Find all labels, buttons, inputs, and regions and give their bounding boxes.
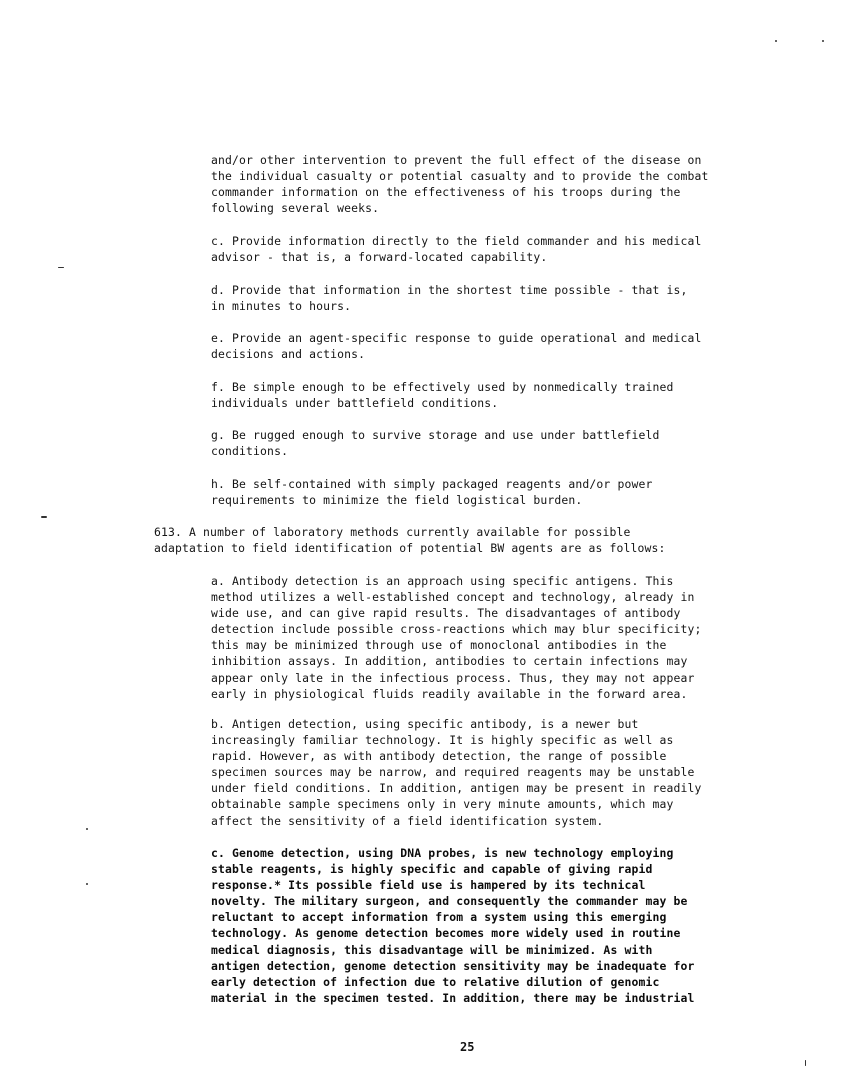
list-item-e: e. Provide an agent-specific response to guide operational and medical decisions and actions. (211, 331, 702, 362)
scan-speck (41, 516, 47, 518)
method-a-antibody-detection: a. Antibody detection is an approach using specific antigens. This method utilizes a well-established concept and technology, already in wide use, and can give rapid results. The disadvantages of antibody detection include possible cross-reactions which may blur specificity; this may be minimized through use of monoclonal antibodies in the inhibition assays. In addition, antibodies to certain infections may appear only late in the infectious process. Thus, they may not appear early in physiological fluids readily available in the forward area. (211, 574, 702, 701)
scan-speck (775, 40, 777, 42)
list-item-h: h. Be self-contained with simply packaged reagents and/or power requirements to minimize the field logistical burden. (211, 477, 653, 508)
section-613: 613. A number of laboratory methods currently available for possible adaptation to field identification of potential BW agents are as follows: (154, 525, 666, 556)
page-number: 25 (460, 1040, 475, 1054)
scan-speck (822, 40, 824, 42)
scan-speck (86, 883, 88, 885)
scan-speck (86, 828, 88, 830)
list-item-d: d. Provide that information in the shortest time possible - that is, in minutes to hours. (211, 283, 688, 314)
method-c-genome-detection: c. Genome detection, using DNA probes, is new technology employing stable reagents, is highly specific and capable of giving rapid response.* Its possible field use is hampered by its technical novelty. The military surgeon, and consequently the commander may be reluctant to accept information from a system using this emerging technology. As genome detection becomes more widely used in routine medical diagnosis, this disadvantage will be minimized. As with antigen detection, genome detection sensitivity may be inadequate for early detection of infection due to relative dilution of genomic material in the specimen tested. In addition, there may be industrial (211, 846, 695, 1005)
paragraph-continuation: and/or other intervention to prevent the full effect of the disease on the individual casualty or potential casualty and to provide the combat commander information on the effectiveness of his troops during the following several weeks. (211, 153, 709, 216)
list-item-g: g. Be rugged enough to survive storage and use under battlefield conditions. (211, 428, 660, 459)
list-item-f: f. Be simple enough to be effectively used by nonmedically trained individuals under battlefield conditions. (211, 380, 674, 411)
list-item-c: c. Provide information directly to the field commander and his medical advisor - that is, a forward-located capability. (211, 234, 702, 265)
scan-speck (805, 1060, 806, 1066)
scan-speck (58, 267, 64, 268)
method-b-antigen-detection: b. Antigen detection, using specific antibody, is a newer but increasingly familiar technology. It is highly specific as well as rapid. However, as with antibody detection, the range of possible specimen sources may be narrow, and required reagents may be unstable under field conditions. In addition, antigen may be present in readily obtainable sample specimens only in very minute amounts, which may affect the sensitivity of a field identification system. (211, 717, 702, 828)
